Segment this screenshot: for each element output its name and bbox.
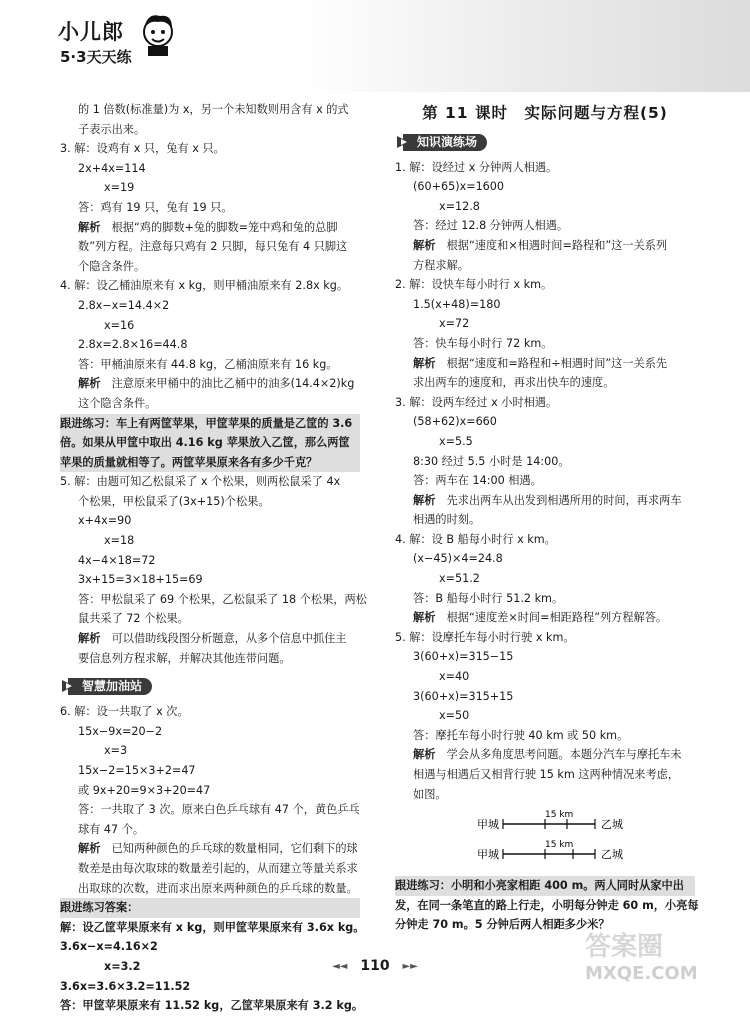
analysis-text: 根据“速度和×相遇时间=路程和”这一关系列: [446, 238, 668, 252]
follow-up-answer: x=3.2: [104, 959, 141, 973]
answer-line: 答：甲桶油原来有 44.8 kg，乙桶油原来有 16 kg。: [78, 357, 338, 371]
analysis-text: 数”列方程。注意每只鸡有 2 只脚，每只兔有 4 只脚这: [78, 240, 348, 254]
line-segment-figure: [395, 808, 695, 870]
answer-line: 答：快车每小时行 72 km。: [413, 336, 553, 350]
analysis-text: 方程求解。: [413, 258, 469, 272]
equation-line: 4x−4×18=72: [78, 553, 156, 567]
brand-title: 小儿郎: [58, 20, 124, 44]
diagram-right-label: 乙城: [601, 848, 623, 862]
answer-line: 3. 解：设两车经过 x 小时相遇。: [395, 395, 558, 409]
analysis-text: 根据“鸡的脚数+兔的脚数=笼中鸡和兔的总脚: [111, 220, 338, 234]
section-header: [60, 676, 360, 696]
follow-up-answer-title: 跟进练习答案：: [60, 898, 360, 918]
brand-subtitle: 5·3天天练: [60, 48, 132, 66]
next-page-arrow-icon[interactable]: ►►: [402, 960, 418, 972]
equation-line: x=16: [104, 318, 135, 332]
answer-line: 4. 解：设 B 船每小时行 x km。: [395, 532, 556, 546]
equation-line: 2.8x−x=14.4×2: [78, 298, 170, 312]
analysis-text: 要信息列方程求解，并解决其他连带问题。: [78, 651, 291, 665]
equation-line: x=5.5: [439, 434, 473, 448]
equation-line: (x−45)×4=24.8: [413, 552, 503, 566]
equation-line: 1.5(x+48)=180: [413, 297, 501, 311]
follow-up-exercise: 跟进练习：车上有两筐苹果，甲筐苹果的质量是乙筐的 3.6: [60, 414, 360, 434]
follow-up-answer: 3.6x−x=4.16×2: [60, 940, 158, 954]
analysis-text: 根据“速度差×时间=相距路程”列方程解答。: [446, 611, 668, 625]
arrow-badge-icon: [395, 132, 413, 152]
answer-line: 6. 解：设一共取了 x 次。: [60, 705, 189, 719]
equation-line: 15x−9x=20−2: [78, 724, 163, 738]
text-line: 子表示出来。: [78, 122, 146, 136]
diagram-distance-label: 15 km: [545, 840, 574, 851]
right-column: [395, 100, 699, 935]
equation-line: 3x+15=3×18+15=69: [78, 573, 203, 587]
analysis-text: 根据“速度和=路程和÷相遇时间”这一关系先: [446, 356, 668, 370]
equation-line: 或 9x+20=9×3+20=47: [78, 783, 211, 797]
answer-line: 答：经过 12.8 分钟两人相遇。: [413, 219, 569, 233]
follow-up-exercise: 分钟走 70 m。5 分钟后两人相距多少米？: [395, 918, 610, 932]
answer-line: 5. 解：由题可知乙松鼠采了 x 个松果，则两松鼠采了 4x: [60, 475, 341, 489]
analysis-label: 解析: [413, 748, 436, 762]
equation-line: 3(60+x)=315+15: [413, 689, 514, 703]
equation-line: (60+65)x=1600: [413, 180, 505, 194]
page-header: [0, 0, 750, 92]
analysis-text: 注意原来甲桶中的油比乙桶中的油多(14.4×2)kg: [111, 377, 355, 391]
answer-line: 鼠共采了 72 个松果。: [78, 612, 189, 626]
analysis-text: 学会从多角度思考问题。本题分汽车与摩托车未: [446, 748, 682, 762]
text-line: 的 1 倍数(标准量)为 x，另一个未知数则用含有 x 的式: [78, 103, 349, 116]
answer-line: 3. 解：设鸡有 x 只，兔有 x 只。: [60, 142, 225, 156]
equation-line: 2x+4x=114: [78, 161, 146, 175]
analysis-label: 解析: [413, 356, 436, 370]
diagram-left-label: 甲城: [477, 848, 499, 862]
arrow-badge-icon: [60, 676, 78, 696]
follow-up-answer: 解：设乙筐苹果原来有 x kg，则甲筐苹果原来有 3.6x kg。: [60, 920, 365, 934]
analysis-label: 解析: [78, 842, 101, 856]
watermark: [585, 926, 735, 996]
diagram-distance-label: 15 km: [545, 810, 574, 821]
answer-line: 1. 解：设经过 x 分钟两人相遇。: [395, 160, 558, 174]
analysis-text: 先求出两车从出发到相遇所用的时间，再求两车: [446, 493, 682, 507]
follow-up-answer: 答：甲筐苹果原来有 11.52 kg，乙筐苹果原来有 3.2 kg。: [60, 999, 364, 1013]
answer-line: 2. 解：设快车每小时行 x km。: [395, 278, 553, 292]
watermark-text: 答案圈: [585, 932, 664, 962]
brand-logo: [54, 6, 184, 72]
equation-line: x=3: [104, 744, 128, 758]
boy-mascot-icon: [138, 10, 178, 58]
segment-diagram: [395, 808, 695, 870]
analysis-label: 解析: [78, 377, 101, 391]
follow-up-exercise: 苹果的质量就相等了。两筐苹果原来各有多少千克？: [60, 453, 360, 473]
answer-line: 答：两车在 14:00 相遇。: [413, 474, 542, 488]
answer-line: 4. 解：设乙桶油原来有 x kg，则甲桶油原来有 2.8x kg。: [60, 279, 349, 293]
analysis-label: 解析: [78, 632, 101, 646]
answer-line: 5. 解：设摩托车每小时行驶 x km。: [395, 630, 575, 644]
section-header: [395, 132, 695, 152]
answer-line: 答：一共取了 3 次。原来白色乒乓球有 47 个，黄色乒乓: [78, 803, 360, 817]
equation-line: x=18: [104, 534, 135, 548]
answer-line: 答：B 船每小时行 51.2 km。: [413, 591, 564, 605]
lesson-title: 第 11 课时 实际问题与方程(5): [422, 104, 668, 122]
equation-line: x=50: [439, 709, 470, 723]
answer-line: 球有 47 个。: [78, 822, 145, 836]
equation-line: x=51.2: [439, 572, 480, 586]
follow-up-exercise: 发，在同一条笔直的路上行走，小明每分钟走 60 m，小亮每: [395, 898, 699, 912]
answer-line: 答：甲松鼠采了 69 个松果，乙松鼠采了 18 个松果，两松: [78, 592, 367, 606]
analysis-label: 解析: [413, 611, 436, 625]
left-column: [60, 100, 367, 1016]
answer-line: 8:30 经过 5.5 小时是 14:00。: [413, 454, 570, 468]
diagram-right-label: 乙城: [601, 818, 623, 832]
follow-up-exercise: 跟进练习：小明和小亮家相距 400 m。两人同时从家中出: [395, 876, 695, 896]
equation-line: 2.8x=2.8×16=44.8: [78, 338, 188, 352]
analysis-label: 解析: [413, 493, 436, 507]
equation-line: x=12.8: [439, 199, 480, 213]
analysis-text: 个隐含条件。: [78, 259, 146, 273]
equation-line: 15x−2=15×3+2=47: [78, 764, 196, 777]
section-title: 智慧加油站: [68, 678, 152, 695]
analysis-text: 出取球的次数，进而求出原来两种颜色的乒乓球的数量。: [78, 881, 358, 895]
answer-line: 个松果，甲松鼠采了(3x+15)个松果。: [78, 494, 270, 508]
equation-line: 3(60+x)=315−15: [413, 650, 514, 664]
equation-line: x+4x=90: [78, 514, 132, 528]
equation-line: x=72: [439, 317, 470, 331]
follow-up-answer: 3.6x=3.6×3.2=11.52: [60, 979, 191, 993]
equation-line: x=19: [104, 181, 135, 195]
analysis-text: 相遇的时刻。: [413, 513, 481, 527]
prev-page-arrow-icon[interactable]: ◄◄: [332, 960, 348, 972]
watermark-url: MXQE.COM: [585, 963, 698, 984]
section-title: 知识演练场: [403, 134, 487, 151]
analysis-text: 相遇与相遇后又相背行驶 15 km 这两种情况来考虑，: [413, 768, 680, 781]
analysis-label: 解析: [413, 238, 436, 252]
follow-up-exercise: 倍。如果从甲筐中取出 4.16 kg 苹果放入乙筐，那么两筐: [60, 433, 360, 453]
page-number: 110: [360, 958, 390, 974]
analysis-text: 如图。: [413, 787, 447, 801]
analysis-text: 这个隐含条件。: [78, 396, 157, 410]
analysis-text: 可以借助线段图分析题意，从多个信息中抓住主: [111, 632, 347, 646]
analysis-label: 解析: [78, 220, 101, 234]
equation-line: (58+62)x=660: [413, 415, 497, 429]
equation-line: x=40: [439, 670, 470, 684]
analysis-text: 已知两种颜色的乒乓球的数量相同，它们剩下的球: [111, 842, 358, 856]
answer-line: 答：鸡有 19 只，兔有 19 只。: [78, 200, 233, 214]
answer-line: 答：摩托车每小时行驶 40 km 或 50 km。: [413, 728, 629, 742]
analysis-text: 数差是由每次取球的数量差引起的，从而建立等量关系求: [78, 861, 358, 875]
analysis-text: 求出两车的速度和，再求出快车的速度。: [413, 376, 615, 390]
diagram-left-label: 甲城: [477, 818, 499, 832]
